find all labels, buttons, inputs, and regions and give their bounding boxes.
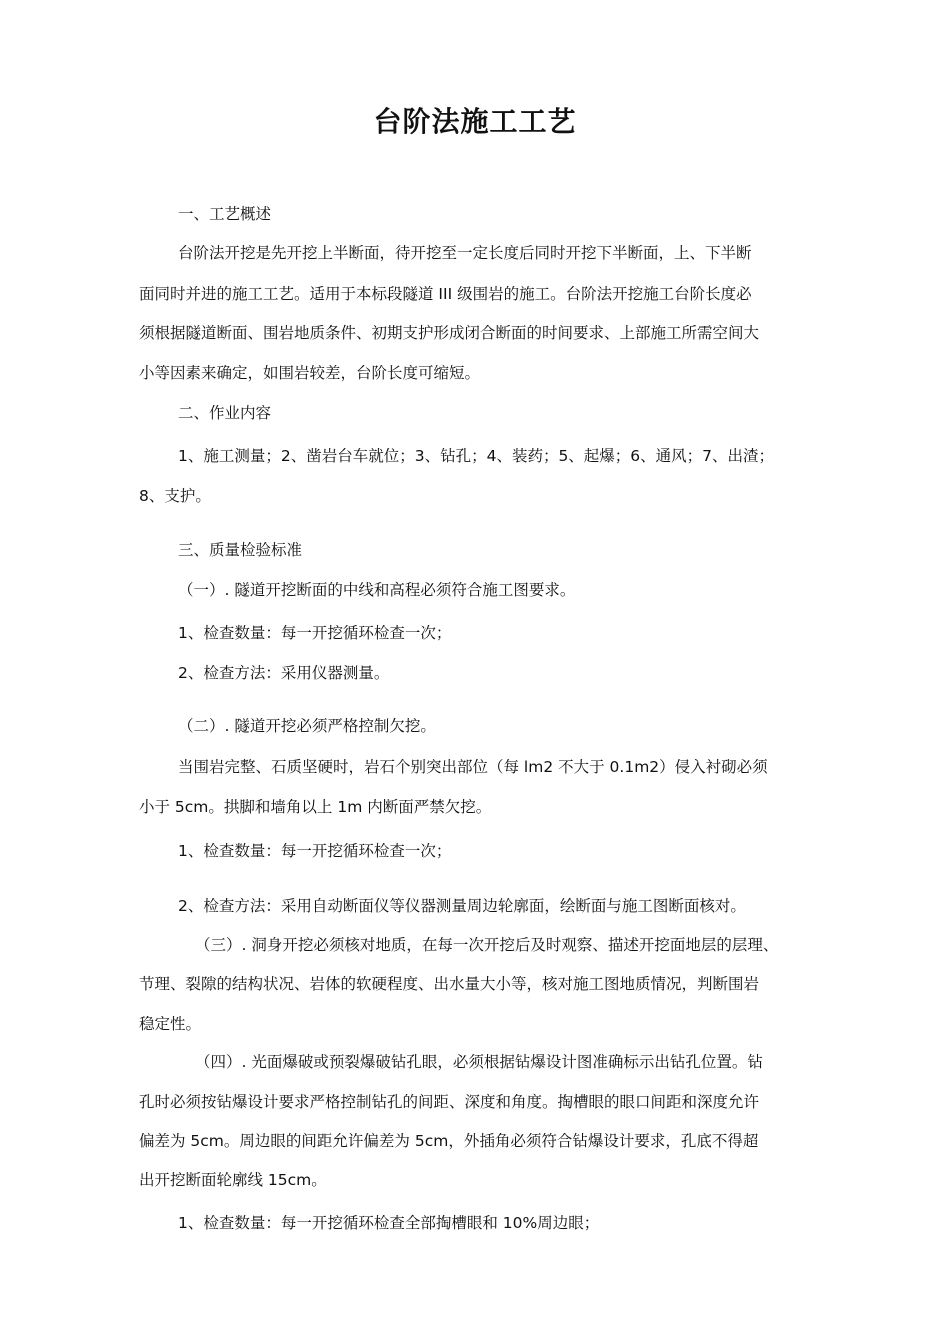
paragraph-line: 小于 5cm。拱脚和墙角以上 1m 内断面严禁欠挖。 bbox=[139, 798, 492, 816]
paragraph-line: 稳定性。 bbox=[139, 1015, 202, 1033]
list-item: 1、检查数量：每一开挖循环检查全部掏槽眼和 10%周边眼； bbox=[178, 1214, 600, 1232]
paragraph-line: 面同时并进的施工工艺。适用于本标段隧道 III 级围岩的施工。台阶法开挖施工台阶长度必 bbox=[139, 285, 752, 303]
paragraph-line: 孔时必须按钻爆设计要求严格控制钻孔的间距、深度和角度。掏槽眼的眼口间距和深度允许 bbox=[139, 1093, 760, 1111]
paragraph-line: 1、施工测量；2、凿岩台车就位；3、钻孔；4、装药；5、起爆；6、通风；7、出渣； bbox=[178, 447, 775, 465]
paragraph-line: 小等因素来确定，如围岩较差，台阶长度可缩短。 bbox=[139, 364, 481, 382]
paragraph-line: 节理、裂隙的结构状况、岩体的软硬程度、出水量大小等，核对施工图地质情况，判断围岩 bbox=[139, 975, 760, 993]
section-heading-2: 二、作业内容 bbox=[178, 404, 272, 422]
paragraph-line: （四）. 光面爆破或预裂爆破钻孔眼，必须根据钻爆设计图准确标示出钻孔位置。钻 bbox=[195, 1053, 763, 1071]
paragraph-line: 出开挖断面轮廓线 15cm。 bbox=[139, 1171, 327, 1189]
paragraph-line: 当围岩完整、石质坚硬时，岩石个别突出部位（每 lm2 不大于 0.1m2）侵入衬砌必须 bbox=[178, 758, 768, 776]
paragraph-line: 偏差为 5cm。周边眼的间距允许偏差为 5cm，外插角必须符合钻爆设计要求，孔底不得超 bbox=[139, 1132, 759, 1150]
paragraph-line: （三）. 洞身开挖必须核对地质，在每一次开挖后及时观察、描述开挖面地层的层理、 bbox=[195, 936, 779, 954]
document-title: 台阶法施工工艺 bbox=[373, 105, 577, 138]
section-heading-3: 三、质量检验标准 bbox=[178, 541, 303, 559]
section-heading-1: 一、工艺概述 bbox=[178, 205, 272, 223]
list-item: 1、检查数量：每一开挖循环检查一次； bbox=[178, 624, 452, 642]
list-item: 1、检查数量：每一开挖循环检查一次； bbox=[178, 842, 452, 860]
list-item: 2、检查方法：采用仪器测量。 bbox=[178, 664, 390, 682]
paragraph-line: 台阶法开挖是先开挖上半断面，待开挖至一定长度后同时开挖下半断面，上、下半断 bbox=[178, 244, 752, 262]
paragraph-line: 8、支护。 bbox=[139, 487, 211, 505]
subsection-title: （二）. 隧道开挖必须严格控制欠挖。 bbox=[178, 717, 436, 735]
paragraph-line: 须根据隧道断面、围岩地质条件、初期支护形成闭合断面的时间要求、上部施工所需空间大 bbox=[139, 324, 760, 342]
subsection-title: （一）. 隧道开挖断面的中线和高程必须符合施工图要求。 bbox=[178, 581, 576, 599]
list-item: 2、检查方法：采用自动断面仪等仪器测量周边轮廓面，绘断面与施工图断面核对。 bbox=[178, 897, 746, 915]
